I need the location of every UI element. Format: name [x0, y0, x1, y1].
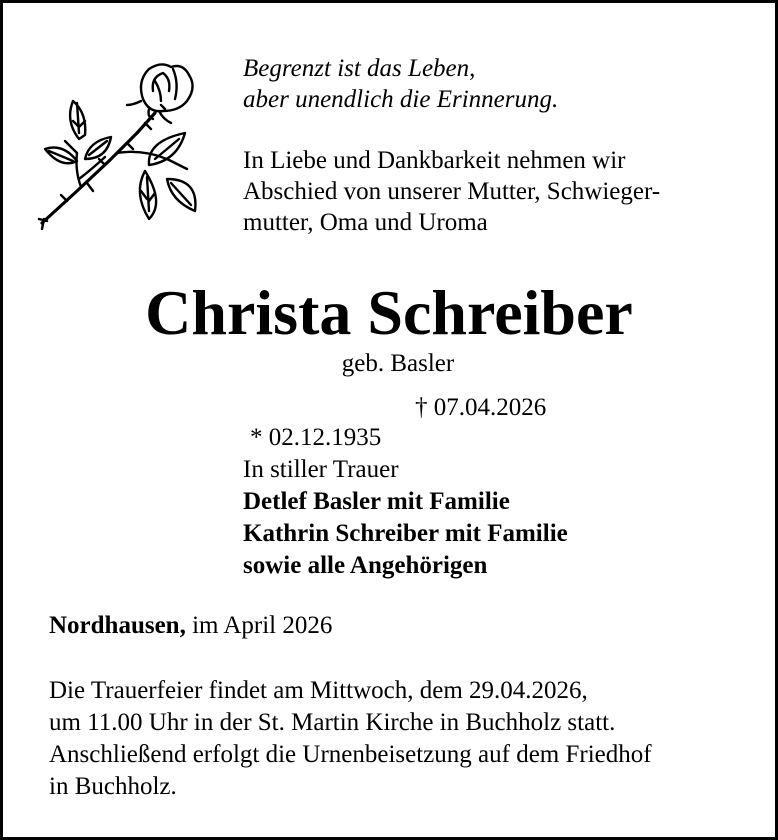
ceremony-info — [49, 675, 652, 803]
deceased-name: Christa Schreiber — [145, 277, 633, 348]
ceremony-line: Die Trauerfeier findet am Mittwoch, dem 29.04.2026, — [49, 677, 588, 704]
place-date — [49, 611, 332, 641]
maiden-name: geb. Basler — [341, 350, 455, 377]
motto-line: aber unendlich die Erinnerung. — [243, 86, 559, 113]
intro-line: In Liebe und Dankbarkeit nehmen wir — [243, 147, 626, 174]
ceremony-line: um 11.00 Uhr in der St. Martin Kirche in Buchholz statt. — [49, 709, 616, 736]
intro-line: Abschied von unserer Mutter, Schwieger- — [243, 178, 661, 205]
intro-line: mutter, Oma und Uroma — [243, 209, 488, 236]
intro-text — [243, 145, 660, 238]
ceremony-line: Anschließend erfolgt die Urnenbeisetzung auf dem Friedhof — [49, 741, 652, 768]
motto-quote — [243, 53, 558, 115]
mourning-intro: In stiller Trauer — [243, 456, 399, 483]
birth-date: * 02.12.1935 — [250, 424, 382, 451]
motto-line: Begrenzt ist das Leben, — [243, 55, 476, 82]
mourner-name: Kathrin Schreiber mit Familie — [243, 520, 568, 547]
place-month: im April 2026 — [185, 612, 333, 639]
mourner-name: sowie alle Angehörigen — [243, 552, 488, 579]
death-date: † 07.04.2026 — [415, 394, 547, 421]
rose-icon — [37, 61, 197, 231]
ceremony-line: in Buchholz. — [49, 773, 177, 800]
place-city: Nordhausen, — [49, 612, 186, 639]
mourners-block — [243, 454, 568, 582]
mourner-name: Detlef Basler mit Familie — [243, 488, 510, 515]
